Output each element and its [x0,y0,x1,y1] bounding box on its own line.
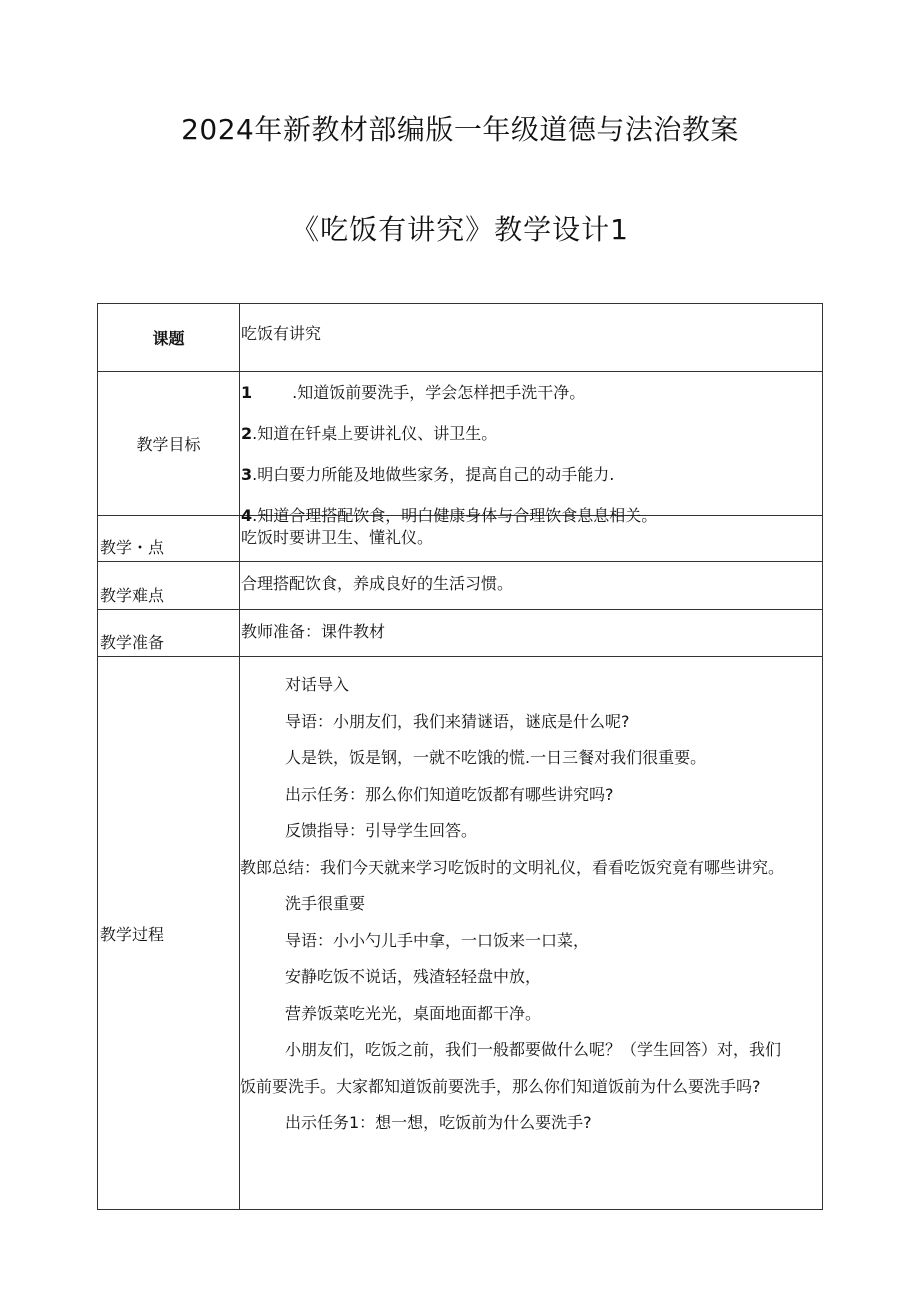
process-line: 教郎总结：我们今天就来学习吃饭时的文明礼仪，看看吃饭究竟有哪些讲究。 [240,857,785,877]
process-line: 导语：小朋友们，我们来猜谜语，谜底是什么呢? [285,711,630,731]
table-row-process [98,657,823,1210]
lesson-plan-table [97,303,823,1210]
process-line: 安静吃饭不说话，残渣轻轻盘中放， [285,967,542,986]
process-line: 营养饭菜吃光光，桌面地面都干净。 [285,1003,542,1023]
preparation-label: 教学准备 [98,610,240,657]
process-line: 饭前要洗手。大家都知道饭前要洗手，那么你们知道饭前为什么要洗手吗? [240,1076,761,1096]
topic-label: 课题 [98,304,240,372]
table-row-preparation [98,610,823,657]
process-label: 教学过程 [98,657,240,1210]
goal-item-4: 4.知道合理搭配饮食，明白健康身体与合理饮食息息相关。 [241,506,658,525]
difficulties-label: 教学难点 [98,562,240,610]
process-line: 导语：小小勺儿手中拿，一口饭来一口菜， [285,930,590,950]
key-points-value: 吃饭时要讲卫生、懂礼仪。 [240,516,823,562]
document-title-line2: 《吃饭有讲究》教学设计1 [291,213,629,246]
goal-item-3: 3.明白要力所能及地做些家务，提高自己的动手能力. [241,465,615,484]
table-row-topic [98,304,823,372]
key-points-label: 教学・点 [98,516,240,562]
document-title-line1: 2024年新教材部编版一年级道德与法治教案 [181,113,739,146]
process-line: 小朋友们，吃饭之前，我们一般都要做什么呢？（学生回答）对，我们 [285,1040,782,1059]
goals-cell [240,372,823,525]
topic-value: 吃饭有讲究 [240,304,823,372]
goal-item-2: 2.知道在钎桌上要讲礼仪、讲卫生。 [241,424,498,443]
process-line: 对话导入 [285,675,350,694]
process-cell [240,657,823,1210]
process-line: 出示任务：那么你们知道吃饭都有哪些讲究吗? [285,784,614,804]
table-row-difficulties [98,562,823,610]
process-line: 人是铁，饭是钢，一就不吃饿的慌.一日三餐对我们很重要。 [285,748,707,767]
goal-item-1: 1 .知道饭前要洗手，学会怎样把手洗干净。 [241,383,586,402]
goals-label: 教学目标 [98,372,240,516]
process-line: 出示任务1：想一想，吃饭前为什么要洗手? [285,1113,592,1132]
difficulties-value: 合理搭配饮食，养成良好的生活习惯。 [240,562,823,610]
process-line: 反馈指导：引导学生回答。 [285,821,478,840]
table-row-goals [98,372,823,516]
process-line: 洗手很重要 [285,894,366,913]
preparation-value: 教师准备：课件教材 [240,610,823,657]
